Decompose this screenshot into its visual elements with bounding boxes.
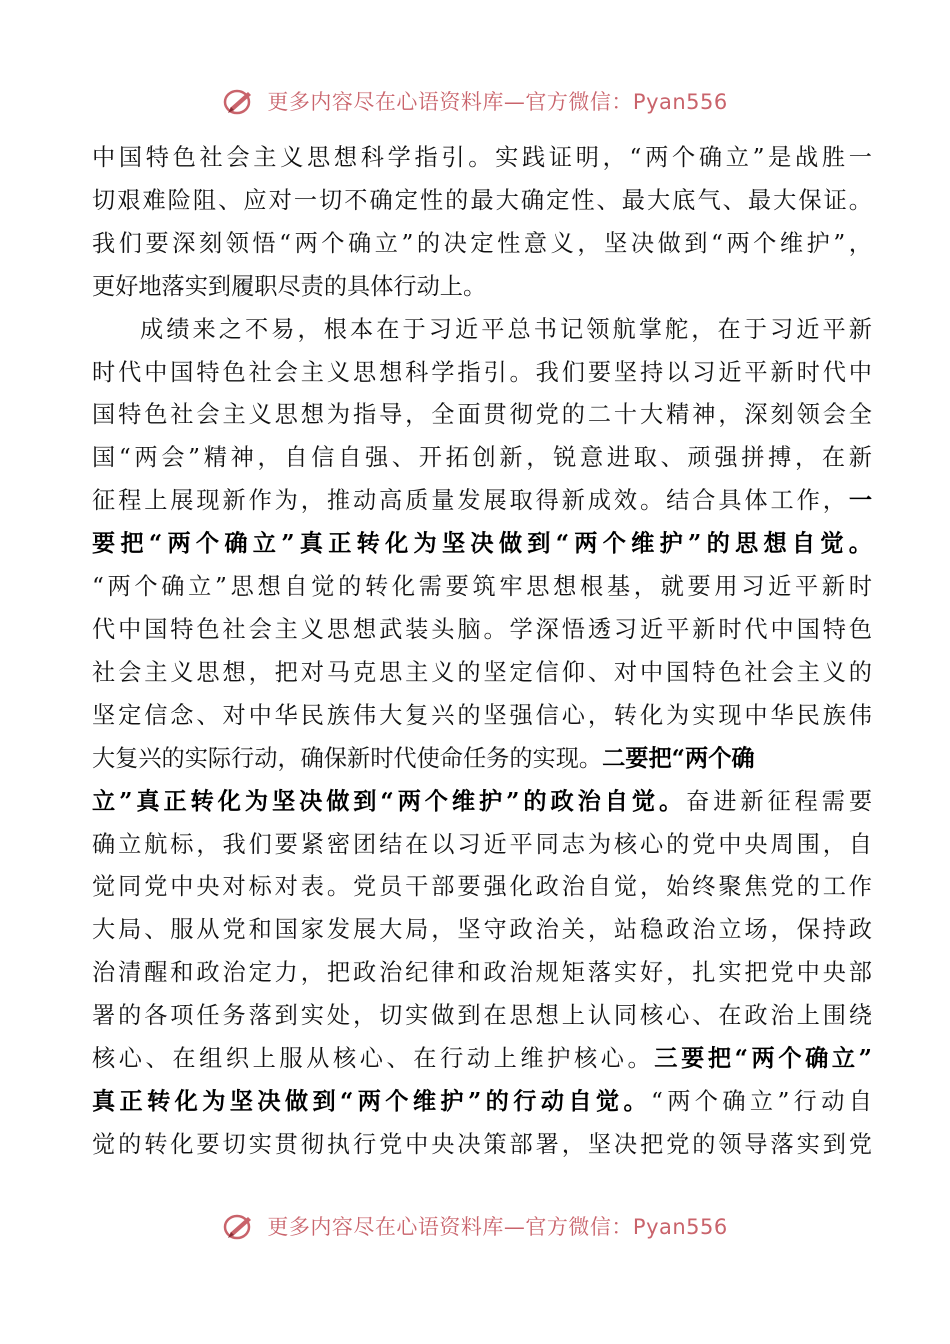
paragraph-1 <box>92 137 872 309</box>
document-body <box>92 137 872 1167</box>
text-segment: 大复兴的实际行动，确保新时代使命任务的实现。 <box>92 744 603 772</box>
text-line: 成绩来之不易，根本在于习近平总书记领航掌舵，在于习近平新 <box>140 315 872 343</box>
pen-circle-logo-icon <box>222 1211 256 1241</box>
paragraph-2 <box>92 309 872 1167</box>
text-line <box>92 523 872 566</box>
text-line: 觉的转化要切实贯彻执行党中央决策部署，坚决把党的领导落实到党 <box>92 1130 872 1158</box>
bold-heading: 一 <box>848 487 872 515</box>
text-line: 时代中国特色社会主义思想科学指引。我们要坚持以习近平新时代中 <box>92 358 872 386</box>
bold-heading: 二要把“两个确 <box>602 744 755 772</box>
footer-watermark <box>0 1211 950 1241</box>
text-line: 中国特色社会主义思想科学指引。实践证明，“两个确立”是战胜一 <box>92 144 872 171</box>
bold-heading: 三要把“两个确立” <box>654 1045 872 1073</box>
text-line: 治清醒和政治定力，把政治纪律和政治规矩落实好，扎实把党中央部 <box>92 959 872 987</box>
text-segment: 核心、在组织上服从核心、在行动上维护核心。 <box>92 1045 655 1073</box>
text-line: 大局、服从党和国家发展大局，坚守政治关，站稳政治立场，保持政 <box>92 916 872 944</box>
text-line: 署的各项任务落到实处，切实做到在思想上认同核心、在政治上围绕 <box>92 1002 872 1030</box>
text-line <box>92 1038 872 1081</box>
watermark-text: 更多内容尽在心语资料库—官方微信：Pyan556 <box>267 1215 728 1239</box>
bold-heading: 立”真正转化为坚决做到“两个维护”的政治自觉。 <box>92 787 687 815</box>
watermark-text: 更多内容尽在心语资料库—官方微信：Pyan556 <box>267 90 728 114</box>
text-line: 坚定信念、对中华民族伟大复兴的坚强信心，转化为实现中华民族伟 <box>92 701 872 729</box>
text-segment: 征程上展现新作为，推动高质量发展取得新成效。结合具体工作， <box>92 487 849 515</box>
text-line: 更好地落实到履职尽责的具体行动上。 <box>92 272 487 300</box>
pen-circle-logo-icon <box>222 86 256 116</box>
text-line: 国特色社会主义思想为指导，全面贯彻党的二十大精神，深刻领会全 <box>92 401 872 429</box>
text-line <box>92 1081 872 1124</box>
text-line: 切艰难险阻、应对一切不确定性的最大确定性、最大底气、最大保证。 <box>92 186 872 214</box>
text-line: 我们要深刻领悟“两个确立”的决定性意义，坚决做到“两个维护”， <box>92 229 872 257</box>
header-watermark <box>0 86 950 116</box>
text-line: 社会主义思想，把对马克思主义的坚定信仰、对中国特色社会主义的 <box>92 658 872 686</box>
text-line <box>92 781 872 824</box>
text-line: 国“两会”精神，自信自强、开拓创新，锐意进取、顽强拼搏，在新 <box>92 444 872 472</box>
text-line <box>92 480 872 523</box>
text-line <box>92 738 872 781</box>
bold-heading: 要把“两个确立”真正转化为坚决做到“两个维护”的思想自觉。 <box>92 530 872 558</box>
text-line: 觉同党中央对标对表。党员干部要强化政治自觉，始终聚焦党的工作 <box>92 873 872 901</box>
text-segment: “两个确立”行动自 <box>651 1087 872 1115</box>
text-segment: 奋进新征程需要 <box>686 787 873 815</box>
text-line: 确立航标，我们要紧密团结在以习近平同志为核心的党中央周围，自 <box>92 830 872 858</box>
text-line: 代中国特色社会主义思想武装头脑。学深悟透习近平新时代中国特色 <box>92 615 872 643</box>
bold-heading: 真正转化为坚决做到“两个维护”的行动自觉。 <box>92 1087 651 1115</box>
text-line: “两个确立”思想自觉的转化需要筑牢思想根基，就要用习近平新时 <box>92 573 872 601</box>
